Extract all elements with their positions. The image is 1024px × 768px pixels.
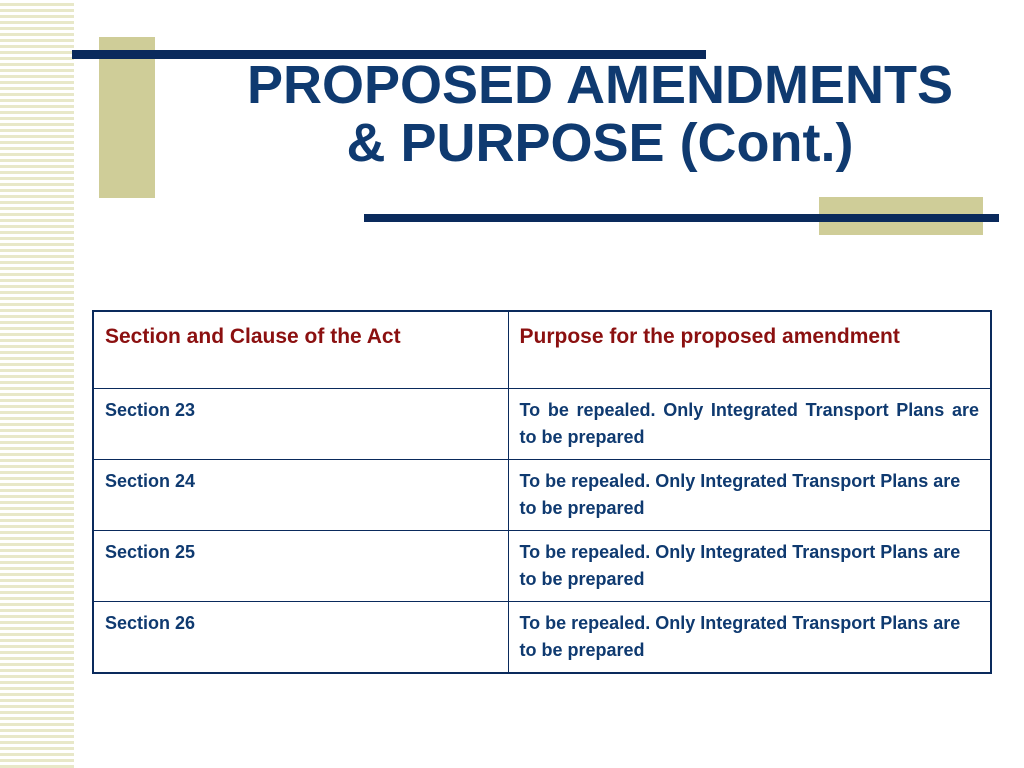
accent-block-top [99,37,155,198]
table-row [93,602,991,674]
table-row [93,460,991,531]
slide-title-line-1: PROPOSED AMENDMENTS [246,55,954,115]
header-purpose: Purpose for the proposed amendment [508,311,991,389]
cell-purpose: To be repealed. Only Integrated Transport Plans are to be prepared [508,531,991,602]
title-rule-bottom [364,214,999,222]
table-row [93,531,991,602]
header-section-clause: Section and Clause of the Act [93,311,508,389]
cell-section: Section 25 [93,531,508,602]
slide-title-line-2: & PURPOSE (Cont.) [346,113,854,173]
table-header-row [93,311,991,389]
table-row [93,389,991,460]
cell-purpose: To be repealed. Only Integrated Transport Plans are to be prepared [508,602,991,674]
amendments-table [92,310,992,674]
decorative-stripe-band [0,0,74,768]
cell-section: Section 24 [93,460,508,531]
cell-purpose: To be repealed. Only Integrated Transport Plans are to be prepared [508,389,991,460]
slide-title [180,56,1020,172]
cell-section: Section 23 [93,389,508,460]
cell-purpose: To be repealed. Only Integrated Transport Plans are to be prepared [508,460,991,531]
cell-section: Section 26 [93,602,508,674]
